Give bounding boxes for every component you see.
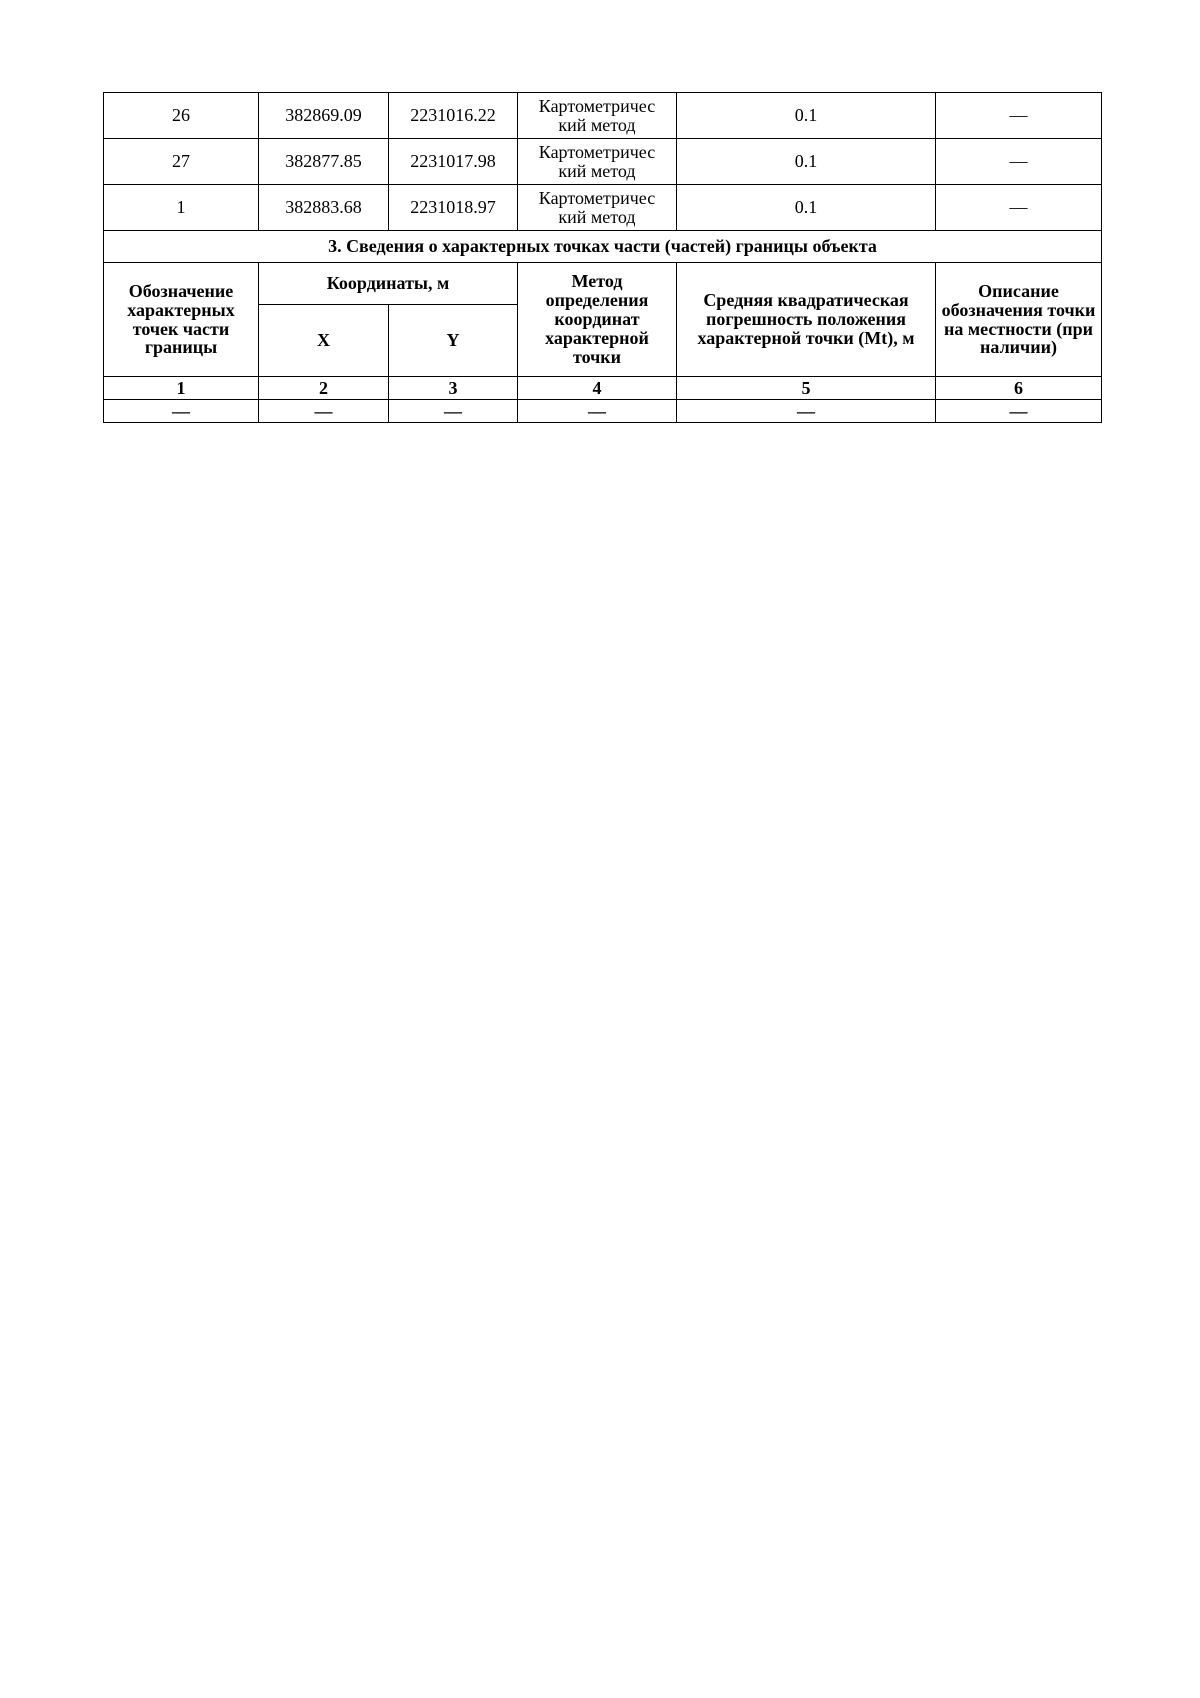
x-coordinate-cell: 382877.85 <box>259 139 389 185</box>
column-number: 1 <box>104 377 259 400</box>
description-cell: — <box>936 139 1102 185</box>
column-number: 6 <box>936 377 1102 400</box>
table-row <box>104 185 1102 231</box>
x-coordinate-cell: 382883.68 <box>259 185 389 231</box>
y-coordinate-cell: 2231017.98 <box>389 139 518 185</box>
empty-data-row <box>104 400 1102 423</box>
characteristic-points-table <box>103 92 1102 423</box>
method-line-2: кий метод <box>558 206 636 227</box>
header-coordinates: Координаты, м <box>259 263 518 305</box>
section-3-title: 3. Сведения о характерных точках части (частей) границы объекта <box>104 231 1102 263</box>
empty-cell: — <box>518 400 677 423</box>
empty-cell: — <box>936 400 1102 423</box>
empty-cell: — <box>389 400 518 423</box>
point-number-cell: 27 <box>104 139 259 185</box>
header-method: Метод определения координат характерной точки <box>518 263 677 377</box>
method-cell <box>518 185 677 231</box>
column-number: 4 <box>518 377 677 400</box>
header-mt: Средняя квадратическая погрешность положения характерной точки (Mt), м <box>677 263 936 377</box>
point-number-cell: 1 <box>104 185 259 231</box>
description-cell: — <box>936 185 1102 231</box>
empty-cell: — <box>677 400 936 423</box>
method-line-2: кий метод <box>558 160 636 181</box>
column-number-row <box>104 377 1102 400</box>
description-cell: — <box>936 93 1102 139</box>
table-row <box>104 93 1102 139</box>
section-title-row <box>104 231 1102 263</box>
header-row-1 <box>104 263 1102 305</box>
point-number-cell: 26 <box>104 93 259 139</box>
mt-cell: 0.1 <box>677 93 936 139</box>
column-number: 2 <box>259 377 389 400</box>
x-coordinate-cell: 382869.09 <box>259 93 389 139</box>
method-line-1: Картометричес <box>538 187 656 208</box>
column-number: 5 <box>677 377 936 400</box>
mt-cell: 0.1 <box>677 139 936 185</box>
table-row <box>104 139 1102 185</box>
y-coordinate-cell: 2231018.97 <box>389 185 518 231</box>
method-line-1: Картометричес <box>538 95 656 116</box>
header-x: X <box>259 305 389 377</box>
method-cell <box>518 93 677 139</box>
column-number: 3 <box>389 377 518 400</box>
header-designation: Обозначение характерных точек части границы <box>104 263 259 377</box>
header-y: Y <box>389 305 518 377</box>
method-cell <box>518 139 677 185</box>
empty-cell: — <box>104 400 259 423</box>
y-coordinate-cell: 2231016.22 <box>389 93 518 139</box>
method-line-1: Картометричес <box>538 141 656 162</box>
method-line-2: кий метод <box>558 114 636 135</box>
empty-cell: — <box>259 400 389 423</box>
mt-cell: 0.1 <box>677 185 936 231</box>
header-description: Описание обозначения точки на местности (при наличии) <box>936 263 1102 377</box>
